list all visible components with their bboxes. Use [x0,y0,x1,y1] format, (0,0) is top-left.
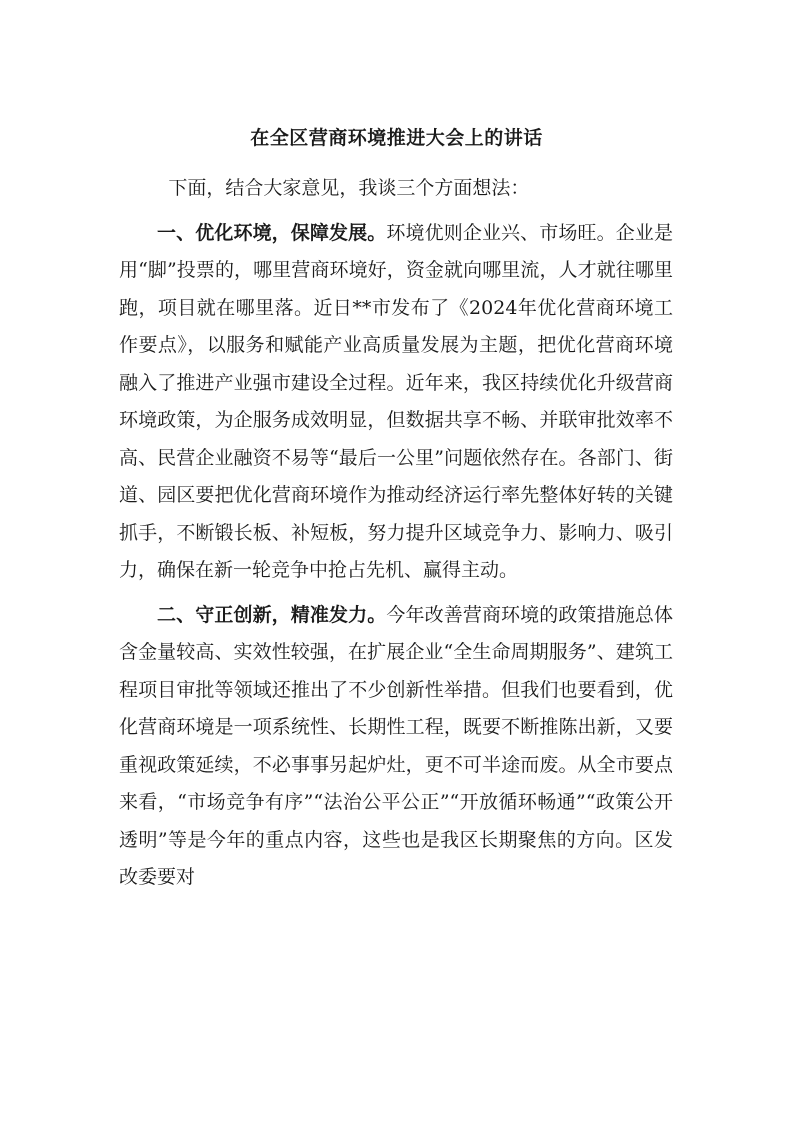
section-2-text: 今年改善营商环境的政策措施总体含金量较高、实效性较强，在扩展企业“全生命周期服务”、建筑工程项目审批等领域还推出了不少创新性举措。但我们也要看到，优化营商环境是一项系统性、长期性工程，既要不断推陈出新，又要重视政策延续，不必事事另起炉灶，更不可半途而废。从全市要点来看，“市场竞争有序”“法治公平公正”“开放循环畅通”“政策公开透明”等是今年的重点内容，这些也是我区长期聚焦的方向。区发改委要对 [119,603,673,888]
intro-paragraph: 下面，结合大家意见，我谈三个方面想法： [168,177,530,199]
document-body [119,170,673,904]
section-1-heading: 一、优化环境，保障发展。 [157,221,387,244]
section-1-text: 环境优则企业兴、市场旺。企业是用“脚”投票的，哪里营商环境好，资金就向哪里流，人才就往哪里跑，项目就在哪里落。近日**市发布了《2024年优化营商环境工作要点》，以服务和赋能产业高质量发展为主题，把优化营商环境融入了推进产业强市建设全过程。近年来，我区持续优化升级营商环境政策，为企服务成效明显，但数据共享不畅、并联审批效率不高、民营企业融资不易等“最后一公里”问题依然存在。各部门、街道、园区要把优化营商环境作为推动经济运行率先整体好转的关键抓手，不断锻长板、补短板，努力提升区域竞争力、影响力、吸引力，确保在新一轮竞争中抢占先机、赢得主动。 [119,221,673,581]
section-1-paragraph [119,215,673,590]
section-2-paragraph [119,597,673,897]
document-title: 在全区营商环境推进大会上的讲话 [250,127,543,149]
section-2-heading: 二、守正创新，精准发力。 [157,603,387,626]
